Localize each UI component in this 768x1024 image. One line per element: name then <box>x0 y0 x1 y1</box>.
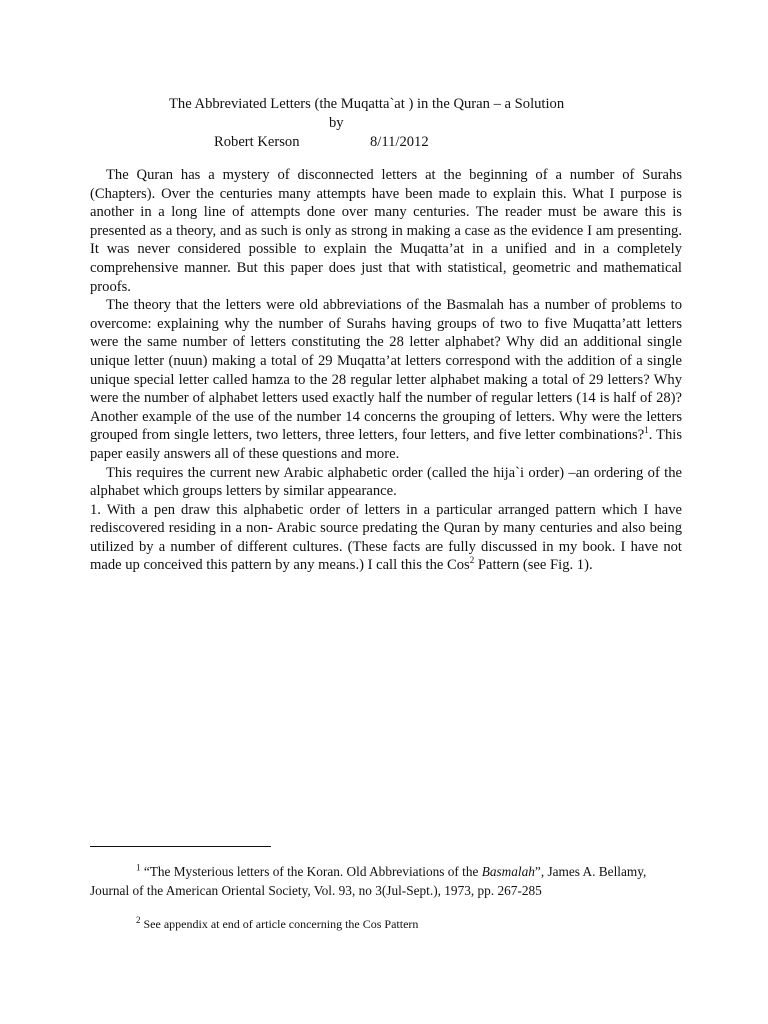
paragraph-theory-end: . This paper easily answers all of these questions and more. <box>90 427 682 462</box>
paragraph-hijai: This requires the current new Arabic alphabetic order (called the hija`i order) –an ordering of the alphabet which groups letters by similar appearance. <box>90 464 682 500</box>
paragraph-theory <box>90 296 682 463</box>
paragraph-intro: The Quran has a mystery of disconnected letters at the beginning of a number of Surahs (Chapters). Over the centuries many attempts have been made to explain this. What I purpose is another in a long line of attempts done over many centuries. The reader must be aware this is presented as a theory, and as such is only as strong in making a case as the evidence I am presenting. It was never considered possible to explain the Muqatta’at in a unified and in a completely comprehensive manner. But this paper does just that with statistical, geometric and mathematical proofs. <box>90 167 682 295</box>
by-line: by <box>329 115 344 131</box>
footnotes <box>90 862 682 934</box>
body-text <box>90 166 682 575</box>
footnote-separator <box>90 846 271 847</box>
footnote-1-mark: 1 <box>136 862 141 873</box>
paragraph-step-1-end: Pattern (see Fig. 1). <box>474 557 593 574</box>
author-line <box>214 132 429 152</box>
footnote-1 <box>90 862 682 900</box>
footnote-1-citation: ”, James A. Bellamy, Journal of the American Oriental Society, Vol. 93, no 3(Jul-Sept.), 1973, pp. 267-285 <box>90 864 647 898</box>
author-name: Robert Kerson <box>214 134 300 150</box>
footnote-2-mark: 2 <box>136 915 141 925</box>
footnote-2-text: See appendix at end of article concerning the Cos Pattern <box>140 917 419 931</box>
paragraph-step-1-text: 1. With a pen draw this alphabetic order of letters in a particular arranged pattern which I have rediscovered residing in a non- Arabic source predating the Quran by many centuries and also being utilized by a number of different cultures. (These facts are fully discussed in my book. I have not made up conceived this pattern by any means.) I call this the Cos <box>90 501 682 574</box>
footnote-1-italic: Basmalah <box>481 864 535 879</box>
document-date: 8/11/2012 <box>370 134 429 150</box>
footnote-1-text: “The Mysterious letters of the Koran. Old Abbreviations of the <box>140 864 482 879</box>
paragraph-step-1 <box>90 501 682 575</box>
paragraph-theory-text: The theory that the letters were old abbreviations of the Basmalah has a number of problems to overcome: explaining why the number of Surahs having groups of two to five Muqatta’att letters were the same number of letters constituting the 28 letter alphabet? Why did an additional single unique letter (nuun) making a total of 29 Muqatta’at letters correspond with the addition of a single unique special letter called hamza to the 28 regular letter alphabet making a total of 29 letters? Why were the number of alphabet letters used exactly half the number of regular letters (14 is half of 28)? Another example of the use of the number 14 concerns the grouping of letters. Why were the letters grouped from single letters, two letters, three letters, four letters, and five letter combinations? <box>90 297 682 444</box>
footnote-ref-1[interactable]: 1 <box>644 425 649 436</box>
footnote-ref-2[interactable]: 2 <box>469 555 475 566</box>
document-title: The Abbreviated Letters (the Muqatta`at ) in the Quran – a Solution <box>169 96 565 112</box>
footnote-2 <box>90 915 682 934</box>
